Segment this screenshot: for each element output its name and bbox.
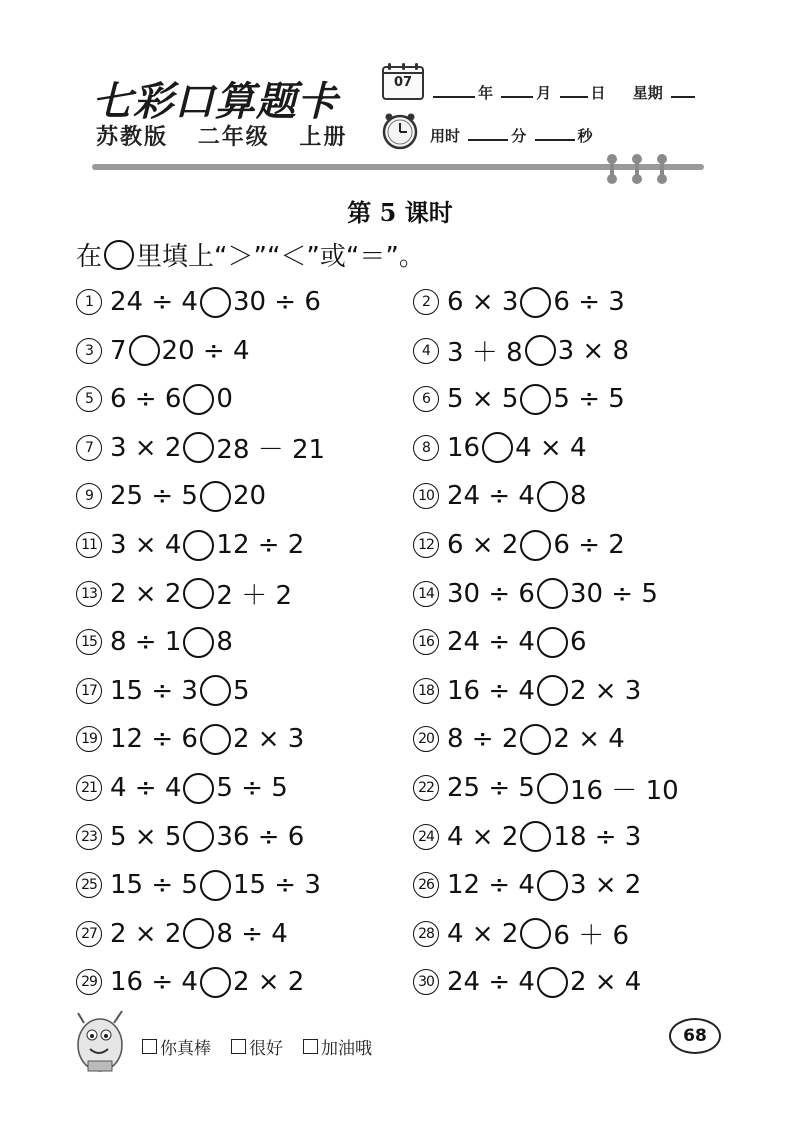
left-expression: 8 ÷ 1 [110,627,182,658]
right-expression: 16 － 10 [569,775,679,806]
right-expression: 3 × 8 [557,335,630,366]
left-expression: 4 × 2 [447,821,519,852]
right-expression: 8 ÷ 4 [216,918,288,949]
problem-number: 12 [413,532,439,558]
left-expression: 2 × 2 [110,578,182,609]
answer-circle[interactable] [520,821,551,852]
left-expression: 24 ÷ 4 [447,967,535,998]
problem-item [76,476,266,516]
right-expression: 12 ÷ 2 [216,530,305,560]
right-expression: 3 × 2 [569,870,642,901]
right-expression: 36 ÷ 6 [216,821,305,852]
answer-circle[interactable] [482,432,513,463]
minutes-label: 分 [511,127,527,145]
left-expression: 6 × 3 [447,287,519,317]
problem-item [413,671,641,711]
pin-icon [610,158,614,180]
problem-item [413,768,679,808]
problem-item [413,379,625,419]
right-expression: 20 ÷ 4 [161,335,250,366]
answer-circle[interactable] [183,384,214,415]
left-expression: 7 [110,335,127,366]
answer-circle[interactable] [537,967,568,998]
right-expression: 6 ＋ 6 [553,921,630,952]
problem-number: 8 [413,435,439,461]
day-label: 日 [590,84,606,102]
answer-circle[interactable] [183,821,214,852]
checkbox-icon[interactable] [303,1039,318,1054]
problem-item [76,331,250,371]
left-expression: 3 × 4 [110,530,182,560]
problem-number: 27 [76,921,102,947]
problem-item [413,622,587,662]
problem-number: 18 [413,678,439,704]
date-fill-line [430,82,698,103]
answer-circle[interactable] [129,335,160,366]
answer-circle[interactable] [520,287,551,318]
edition-publisher: 苏教版 [96,125,169,150]
brand-title: 七彩口算题卡 [92,78,338,125]
right-expression: 18 ÷ 3 [553,821,642,852]
checkbox-icon[interactable] [142,1039,157,1054]
right-expression: 6 [569,627,587,658]
answer-circle[interactable] [537,627,568,658]
right-expression: 5 ÷ 5 [553,384,625,415]
problem-number: 3 [76,338,102,364]
right-expression: 6 ÷ 2 [553,530,625,560]
problem-number: 28 [413,921,439,947]
answer-circle[interactable] [537,870,568,901]
right-expression: 2 × 3 [232,724,305,755]
problem-item [76,768,288,808]
answer-circle[interactable] [537,481,568,512]
problem-item [413,719,625,759]
problem-number: 7 [76,435,102,461]
problem-number: 1 [76,289,102,315]
answer-circle[interactable] [520,530,551,561]
pin-icon [660,158,664,180]
weekday-label: 星期 [632,84,663,102]
problem-item [76,719,304,759]
left-expression: 25 ÷ 5 [447,773,535,803]
seconds-label: 秒 [577,127,593,145]
answer-circle[interactable] [537,675,568,706]
left-expression: 12 ÷ 4 [447,870,535,901]
problem-number: 17 [76,678,102,704]
answer-circle[interactable] [183,773,214,804]
problem-number: 22 [413,775,439,801]
instruction [76,236,425,273]
problem-item [413,476,587,516]
pin-icon [635,158,639,180]
problem-number: 14 [413,581,439,607]
left-expression: 16 ÷ 4 [447,675,535,706]
rating-label: 你真棒 [160,1039,211,1059]
minutes-blank[interactable] [468,125,508,141]
time-used-label: 用时 [430,127,461,145]
answer-circle[interactable] [183,432,214,463]
left-expression: 8 ÷ 2 [447,724,519,755]
left-expression: 6 ÷ 6 [110,384,182,415]
left-expression: 24 ÷ 4 [110,287,198,317]
page-number: 68 [669,1018,721,1054]
seconds-blank[interactable] [535,125,575,141]
edition-volume: 上册 [299,125,348,150]
left-expression: 5 × 5 [447,384,519,415]
right-expression: 8 [216,627,233,658]
right-expression: 20 [232,481,267,512]
problem-item [413,914,629,954]
rating-keep-going[interactable] [303,1034,372,1059]
right-expression: 4 × 4 [515,432,587,463]
left-expression: 3 ＋ 8 [447,338,523,369]
answer-circle[interactable] [520,384,551,415]
problem-number: 2 [413,289,439,315]
left-expression: 24 ÷ 4 [447,481,535,512]
left-expression: 24 ÷ 4 [447,627,535,658]
left-expression: 12 ÷ 6 [110,724,198,755]
answer-circle[interactable] [183,530,214,561]
clock-icon [381,112,419,150]
problem-item [76,428,325,468]
answer-circle[interactable] [200,724,231,755]
answer-circle[interactable] [520,918,551,949]
answer-circle[interactable] [200,287,231,318]
right-expression: 0 [216,384,233,415]
problem-number: 5 [76,386,102,412]
answer-circle[interactable] [537,578,568,609]
left-expression: 3 × 2 [110,432,182,463]
problem-item [413,574,658,614]
month-label: 月 [536,84,552,102]
right-expression: 28 － 21 [216,435,326,466]
problem-number: 19 [76,726,102,752]
right-expression: 2 × 3 [569,675,642,706]
problem-number: 20 [413,726,439,752]
instruction-after: 里填上“＞”“＜”或“＝”。 [136,242,425,272]
problem-item [413,282,625,322]
problem-item [76,282,321,322]
problem-item [413,331,629,371]
left-expression: 16 ÷ 4 [110,967,198,998]
answer-circle[interactable] [200,967,231,998]
right-expression: 30 ÷ 5 [569,578,658,609]
right-expression: 15 ÷ 3 [232,870,321,901]
left-expression: 6 × 2 [447,530,519,560]
right-expression: 5 [232,675,250,706]
problem-item [76,671,250,711]
edition-info [96,120,367,151]
right-expression: 30 ÷ 6 [232,287,321,317]
left-expression: 4 × 2 [447,918,519,949]
day-blank[interactable] [560,82,588,98]
answer-circle[interactable] [200,481,231,512]
lesson-title: 第 5 课时 [347,198,453,227]
problem-item [413,962,641,1002]
problem-item [76,914,288,954]
problem-number: 13 [76,581,102,607]
answer-circle[interactable] [537,773,568,804]
rating-good[interactable] [231,1034,283,1059]
circle-icon [104,240,134,270]
answer-circle[interactable] [525,335,556,366]
problem-item [76,865,321,905]
left-expression: 16 [447,432,481,463]
time-fill-line [430,125,593,146]
checkbox-icon[interactable] [231,1039,246,1054]
problem-number: 26 [413,872,439,898]
year-label: 年 [478,84,494,102]
problem-number: 21 [76,775,102,801]
problem-number: 6 [413,386,439,412]
answer-circle[interactable] [183,627,214,658]
right-expression: 2 × 4 [553,724,625,755]
cartoon-character-icon [70,1005,136,1077]
problem-number: 23 [76,824,102,850]
right-expression: 8 [569,481,587,512]
problem-number: 9 [76,483,102,509]
problem-item [76,622,233,662]
left-expression: 4 ÷ 4 [110,773,182,803]
right-expression: 2 ＋ 2 [216,581,293,612]
answer-circle[interactable] [183,578,214,609]
problem-item [76,817,304,857]
right-expression: 2 × 2 [232,967,305,998]
left-expression: 15 ÷ 3 [110,675,198,706]
calendar-icon [382,66,424,100]
month-blank[interactable] [501,82,533,98]
answer-circle[interactable] [200,675,231,706]
answer-circle[interactable] [200,870,231,901]
right-expression: 5 ÷ 5 [216,773,288,803]
left-expression: 30 ÷ 6 [447,578,535,609]
problem-number: 10 [413,483,439,509]
problem-number: 4 [413,338,439,364]
left-expression: 2 × 2 [110,918,182,949]
problem-number: 24 [413,824,439,850]
problem-item [413,428,587,468]
self-rating [142,1034,372,1059]
right-expression: 2 × 4 [569,967,642,998]
right-expression: 6 ÷ 3 [553,287,625,317]
edition-grade: 二年级 [197,125,270,150]
instruction-before: 在 [76,242,103,272]
problem-number: 29 [76,969,102,995]
problem-item [413,525,625,565]
problem-number: 11 [76,532,102,558]
left-expression: 15 ÷ 5 [110,870,198,901]
calendar-day: 07 [393,75,413,90]
problem-item [76,574,292,614]
left-expression: 5 × 5 [110,821,182,852]
problem-number: 25 [76,872,102,898]
problem-item [76,379,233,419]
answer-circle[interactable] [520,724,551,755]
problem-number: 16 [413,629,439,655]
problem-number: 30 [413,969,439,995]
rating-label: 加油哦 [321,1039,372,1059]
problem-item [76,962,304,1002]
rating-label: 很好 [249,1039,283,1059]
rating-great[interactable] [142,1034,211,1059]
answer-circle[interactable] [183,918,214,949]
problem-item [413,865,641,905]
weekday-blank[interactable] [671,82,695,98]
left-expression: 25 ÷ 5 [110,481,198,512]
problem-item [413,817,641,857]
year-blank[interactable] [433,82,475,98]
problem-item [76,525,304,565]
problem-number: 15 [76,629,102,655]
